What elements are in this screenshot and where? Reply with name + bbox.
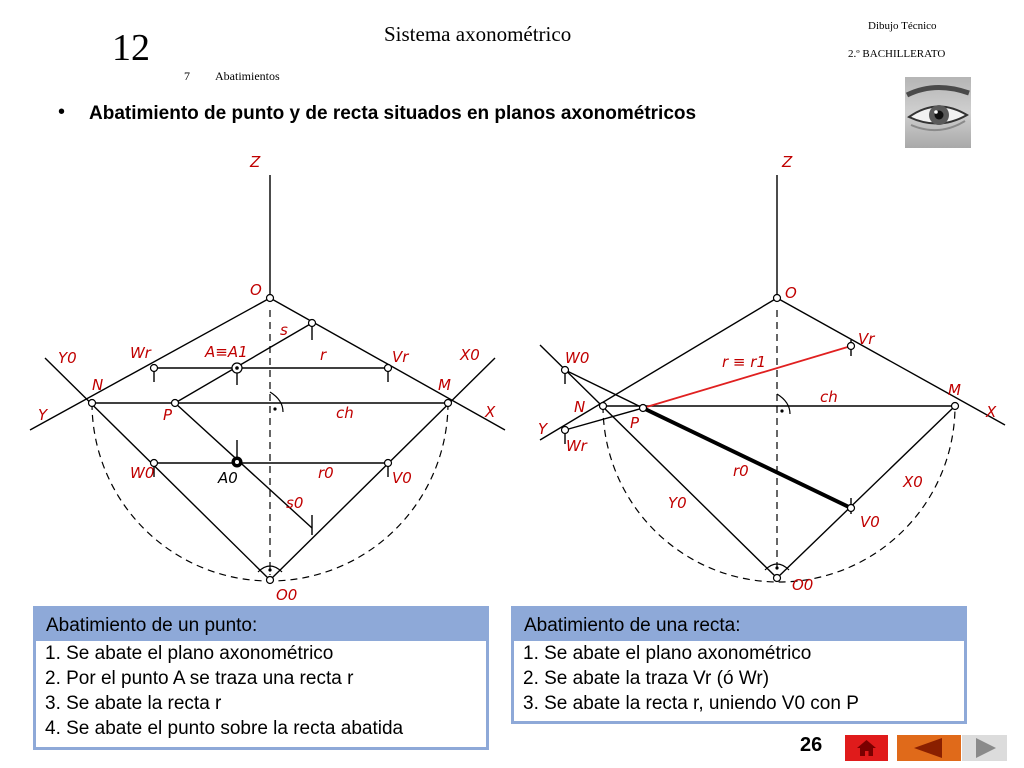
point-abatement-box [33, 606, 489, 750]
label-r0: r0 [733, 462, 749, 480]
label-V0: V0 [860, 513, 880, 531]
next-button[interactable] [962, 735, 1007, 761]
line-step: 3. Se abate la recta r, uniendo V0 con P [523, 693, 859, 714]
label-Vr: Vr [392, 348, 409, 366]
label-Z: Z [250, 153, 261, 171]
label-A-A1: A≡A1 [205, 343, 248, 361]
label-O0: O0 [276, 586, 298, 604]
label-X: X [485, 403, 496, 421]
label-W0: W0 [130, 464, 155, 482]
label-Y0: Y0 [58, 349, 77, 367]
label-Vr: Vr [858, 330, 875, 348]
label-M: M [438, 376, 451, 394]
arrow-left-icon [897, 735, 961, 761]
label-r0: r0 [318, 464, 334, 482]
eye-image [905, 77, 971, 148]
label-Y: Y [38, 406, 48, 424]
label-Y: Y [538, 420, 548, 438]
chapter-number: 12 [112, 27, 150, 69]
label-r: r [320, 346, 327, 364]
line-step: 2. Se abate la traza Vr (ó Wr) [523, 668, 770, 689]
label-X: X [986, 403, 997, 421]
line-abatement-box [511, 606, 967, 724]
arrow-right-icon [962, 735, 1007, 761]
label-Wr: Wr [566, 437, 587, 455]
point-step: 4. Se abate el punto sobre la recta abatida [45, 718, 404, 739]
diagram-point-abatement [0, 140, 510, 605]
label-X0: X0 [460, 346, 480, 364]
section-name: Abatimientos [215, 69, 280, 83]
heading-bullet: • [58, 101, 66, 123]
label-P: P [630, 414, 640, 432]
previous-button[interactable] [897, 735, 961, 761]
slide-heading: Abatimiento de punto y de recta situados en planos axonométricos [89, 103, 697, 124]
point-step: 3. Se abate la recta r [45, 693, 222, 714]
home-button[interactable] [845, 735, 888, 761]
line-step: 1. Se abate el plano axonométrico [523, 643, 812, 664]
label-Y0: Y0 [668, 494, 687, 512]
label-O0: O0 [792, 576, 814, 594]
label-O: O [250, 281, 262, 299]
label-ch: ch [820, 388, 838, 406]
label-s: s [280, 321, 288, 339]
point-step: 2. Por el punto A se traza una recta r [45, 668, 354, 689]
label-X0: X0 [903, 473, 923, 491]
label-O: O [785, 284, 797, 302]
label-N: N [574, 398, 586, 416]
diagram-line-abatement [520, 140, 1020, 605]
point-box-title: Abatimiento de un punto: [36, 609, 486, 641]
label-M: M [948, 381, 961, 399]
label-P: P [163, 406, 173, 424]
course-label: 2.º BACHILLERATO [848, 48, 946, 60]
label-A0: A0 [218, 469, 238, 487]
label-Z: Z [782, 153, 793, 171]
line-box-title: Abatimiento de una recta: [514, 609, 964, 641]
page-number: 26 [800, 734, 823, 756]
label-W0: W0 [565, 349, 590, 367]
label-V0: V0 [392, 469, 412, 487]
subject-label: Dibujo Técnico [868, 20, 937, 32]
section-number: 7 [184, 69, 190, 83]
home-icon [845, 735, 888, 761]
label-N: N [92, 376, 104, 394]
label-ch: ch [336, 404, 354, 422]
label-s0: s0 [286, 494, 304, 512]
label-Wr: Wr [130, 344, 151, 362]
label-r-r1: r ≡ r1 [722, 353, 766, 371]
point-step: 1. Se abate el plano axonométrico [45, 643, 334, 664]
slide-title: Sistema axonométrico [384, 22, 572, 46]
